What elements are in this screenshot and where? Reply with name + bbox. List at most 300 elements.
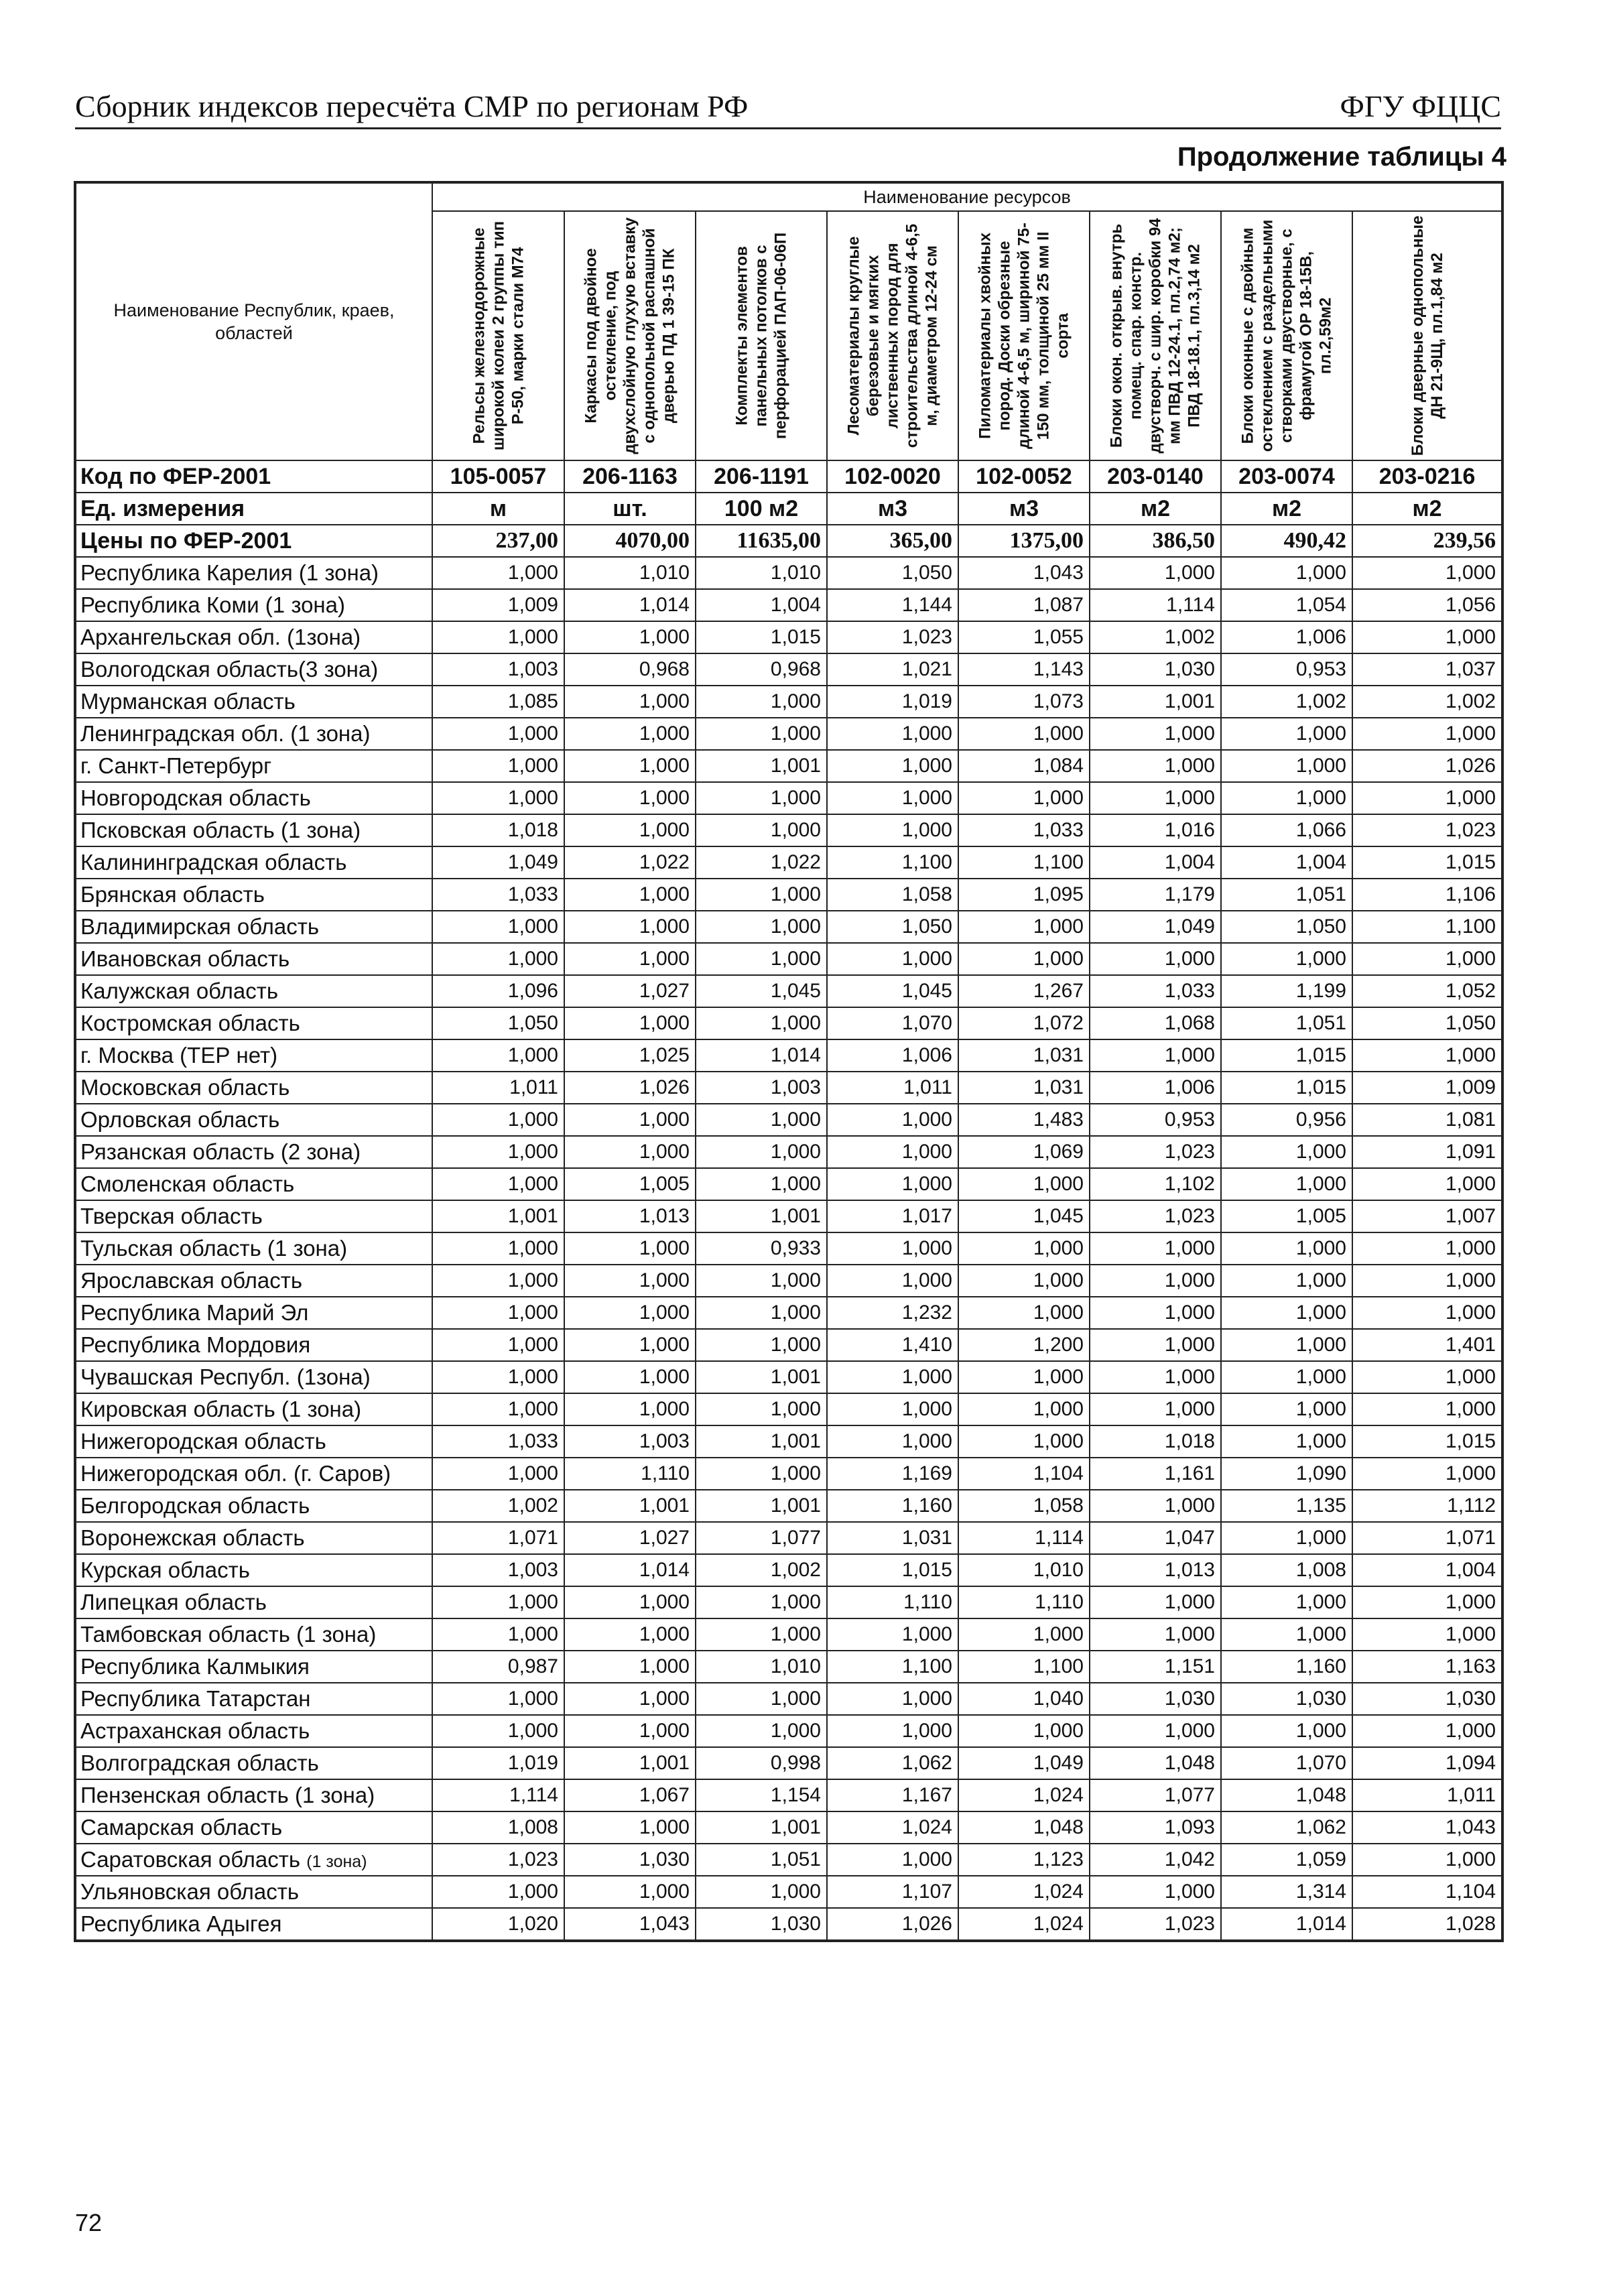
resource-column-header <box>432 211 564 460</box>
index-value: 1,000 <box>696 1458 827 1490</box>
index-value: 1,135 <box>1221 1490 1352 1522</box>
region-name <box>75 1425 432 1458</box>
index-value: 1,000 <box>696 1393 827 1425</box>
index-value: 1,000 <box>1221 782 1352 814</box>
table-row <box>75 1844 1502 1876</box>
index-value: 1,040 <box>958 1683 1090 1715</box>
index-value: 1,000 <box>1221 1586 1352 1618</box>
index-value: 1,000 <box>958 1618 1090 1651</box>
price-value: 386,50 <box>1090 525 1221 557</box>
index-value: 1,094 <box>1352 1747 1502 1779</box>
index-value: 1,027 <box>564 975 696 1007</box>
index-value: 1,026 <box>564 1072 696 1104</box>
index-value: 1,010 <box>696 1651 827 1683</box>
index-value: 1,000 <box>564 814 696 846</box>
index-value: 1,160 <box>827 1490 958 1522</box>
region-label: Архангельская обл. (1зона) <box>80 625 361 649</box>
index-value: 1,000 <box>696 1618 827 1651</box>
table-row <box>75 750 1502 782</box>
index-value: 1,000 <box>1352 718 1502 750</box>
region-label: Курская область <box>80 1557 250 1582</box>
table-row <box>75 589 1502 621</box>
index-value: 1,314 <box>1221 1876 1352 1908</box>
index-value: 1,000 <box>432 750 564 782</box>
index-value: 1,052 <box>1352 975 1502 1007</box>
index-value: 1,000 <box>432 1715 564 1747</box>
index-value: 1,009 <box>1352 1072 1502 1104</box>
index-value: 1,050 <box>827 911 958 943</box>
index-value: 1,167 <box>827 1779 958 1811</box>
resource-column-header <box>1221 211 1352 460</box>
index-value: 1,000 <box>827 1715 958 1747</box>
index-value: 1,002 <box>696 1554 827 1586</box>
index-value: 1,000 <box>1352 1458 1502 1490</box>
index-value: 1,000 <box>1352 1232 1502 1265</box>
index-value: 1,024 <box>958 1876 1090 1908</box>
region-label: Волгоградская область <box>80 1750 319 1775</box>
index-value: 1,000 <box>1352 1265 1502 1297</box>
region-label: Астраханская область <box>80 1718 310 1743</box>
table-row <box>75 879 1502 911</box>
index-value: 1,000 <box>1221 557 1352 589</box>
index-value: 1,019 <box>432 1747 564 1779</box>
index-value: 1,002 <box>1090 621 1221 653</box>
region-label: Самарская область <box>80 1815 283 1840</box>
region-label: Республика Татарстан <box>80 1686 311 1711</box>
region-label: Вологодская область(3 зона) <box>80 657 379 682</box>
index-value: 1,000 <box>958 782 1090 814</box>
index-value: 1,048 <box>958 1811 1090 1844</box>
unit-row <box>75 493 1502 525</box>
index-value: 1,200 <box>958 1329 1090 1361</box>
index-value: 1,000 <box>696 911 827 943</box>
index-value: 1,005 <box>564 1168 696 1200</box>
region-label: Кировская область (1 зона) <box>80 1397 362 1421</box>
index-value: 1,000 <box>432 718 564 750</box>
resource-column-header <box>564 211 696 460</box>
index-value: 1,033 <box>432 1425 564 1458</box>
index-value: 1,000 <box>696 943 827 975</box>
region-name <box>75 1136 432 1168</box>
price-value: 490,42 <box>1221 525 1352 557</box>
region-label: Республика Адыгея <box>80 1911 282 1936</box>
region-name <box>75 1393 432 1425</box>
index-value: 1,030 <box>1090 653 1221 686</box>
region-label: Нижегородская область <box>80 1429 326 1454</box>
index-value: 1,000 <box>432 1361 564 1393</box>
index-value: 1,000 <box>696 1104 827 1136</box>
index-value: 1,000 <box>696 782 827 814</box>
index-value: 1,006 <box>1090 1072 1221 1104</box>
resources-header: Наименование ресурсов <box>432 182 1502 211</box>
index-value: 1,000 <box>827 814 958 846</box>
index-value: 1,000 <box>1352 782 1502 814</box>
index-value: 1,001 <box>696 1811 827 1844</box>
index-value: 1,107 <box>827 1876 958 1908</box>
region-label: Рязанская область (2 зона) <box>80 1139 361 1164</box>
index-value: 1,003 <box>432 1554 564 1586</box>
region-name <box>75 1104 432 1136</box>
region-name <box>75 1297 432 1329</box>
index-value: 1,000 <box>696 1265 827 1297</box>
index-value: 1,123 <box>958 1844 1090 1876</box>
index-value: 1,043 <box>958 557 1090 589</box>
index-value: 1,045 <box>958 1200 1090 1232</box>
index-value: 1,000 <box>432 1393 564 1425</box>
index-value: 1,000 <box>1352 1844 1502 1876</box>
index-value: 0,953 <box>1221 653 1352 686</box>
index-value: 1,005 <box>1221 1200 1352 1232</box>
price-value: 365,00 <box>827 525 958 557</box>
region-label: Республика Мордовия <box>80 1332 311 1357</box>
index-value: 1,004 <box>1352 1554 1502 1586</box>
index-value: 1,030 <box>1090 1683 1221 1715</box>
table-row <box>75 1458 1502 1490</box>
index-value: 1,110 <box>827 1586 958 1618</box>
index-value: 1,000 <box>1090 1586 1221 1618</box>
table-row <box>75 911 1502 943</box>
index-value: 1,000 <box>1221 1715 1352 1747</box>
index-value: 1,025 <box>564 1039 696 1072</box>
resource-code: 206-1163 <box>564 460 696 493</box>
index-value: 1,000 <box>827 1618 958 1651</box>
index-value: 1,000 <box>564 1811 696 1844</box>
index-value: 1,004 <box>1090 846 1221 879</box>
index-value: 1,000 <box>432 1168 564 1200</box>
table-row <box>75 1072 1502 1104</box>
index-value: 1,000 <box>1090 1715 1221 1747</box>
index-value: 1,000 <box>1221 1232 1352 1265</box>
index-value: 1,028 <box>1352 1908 1502 1941</box>
table-row <box>75 1876 1502 1908</box>
index-value: 1,000 <box>696 1715 827 1747</box>
page-header <box>75 83 1501 129</box>
code-label: Код по ФЕР-2001 <box>75 460 432 493</box>
region-name <box>75 1200 432 1232</box>
region-note: (1 зона) <box>306 1852 367 1871</box>
resource-column-header <box>1090 211 1221 460</box>
index-value: 1,026 <box>827 1908 958 1941</box>
index-value: 1,030 <box>696 1908 827 1941</box>
index-value: 1,081 <box>1352 1104 1502 1136</box>
index-value: 1,000 <box>958 1232 1090 1265</box>
index-value: 1,068 <box>1090 1007 1221 1039</box>
region-name <box>75 589 432 621</box>
index-value: 1,000 <box>432 557 564 589</box>
index-value: 1,008 <box>1221 1554 1352 1586</box>
region-label: Тульская область (1 зона) <box>80 1236 348 1261</box>
index-value: 1,003 <box>696 1072 827 1104</box>
index-value: 1,033 <box>1090 975 1221 1007</box>
region-label: Республика Калмыкия <box>80 1654 310 1679</box>
price-row <box>75 525 1502 557</box>
table-row <box>75 1490 1502 1522</box>
index-value: 1,043 <box>1352 1811 1502 1844</box>
index-value: 1,000 <box>827 718 958 750</box>
region-name <box>75 975 432 1007</box>
index-value: 1,232 <box>827 1297 958 1329</box>
index-value: 1,000 <box>564 1297 696 1329</box>
index-value: 1,001 <box>564 1490 696 1522</box>
index-value: 1,050 <box>1221 911 1352 943</box>
index-value: 1,000 <box>1352 1715 1502 1747</box>
index-value: 1,000 <box>696 1876 827 1908</box>
index-value: 0,956 <box>1221 1104 1352 1136</box>
index-value: 1,000 <box>1090 1265 1221 1297</box>
table-row <box>75 846 1502 879</box>
region-name <box>75 1039 432 1072</box>
index-value: 1,058 <box>827 879 958 911</box>
table-row <box>75 1425 1502 1458</box>
index-value: 1,000 <box>432 1458 564 1490</box>
index-value: 1,199 <box>1221 975 1352 1007</box>
index-value: 1,000 <box>432 1876 564 1908</box>
index-value: 1,010 <box>958 1554 1090 1586</box>
index-value: 1,033 <box>958 814 1090 846</box>
index-value: 1,000 <box>564 1136 696 1168</box>
index-value: 1,000 <box>1090 1329 1221 1361</box>
index-value: 1,067 <box>564 1779 696 1811</box>
table-row <box>75 1586 1502 1618</box>
region-label: г. Санкт-Петербург <box>80 753 272 778</box>
resource-name: Каркасы под двойное остекление, под двухслойную глухую вставку с однопольной распашной дверью ПД 1 39-15 ПК <box>582 217 678 454</box>
index-value: 1,000 <box>564 686 696 718</box>
index-value: 1,000 <box>1221 1168 1352 1200</box>
index-value: 1,002 <box>1221 686 1352 718</box>
index-value: 1,023 <box>1090 1136 1221 1168</box>
index-value: 1,001 <box>696 750 827 782</box>
index-value: 1,050 <box>1352 1007 1502 1039</box>
region-name <box>75 1618 432 1651</box>
index-value: 1,114 <box>1090 589 1221 621</box>
region-label: Тамбовская область (1 зона) <box>80 1622 377 1647</box>
index-value: 1,071 <box>432 1522 564 1554</box>
table-row <box>75 1265 1502 1297</box>
index-value: 1,048 <box>1090 1747 1221 1779</box>
index-value: 1,066 <box>1221 814 1352 846</box>
index-value: 1,000 <box>432 943 564 975</box>
index-value: 1,077 <box>696 1522 827 1554</box>
region-name <box>75 846 432 879</box>
index-value: 1,000 <box>827 1168 958 1200</box>
table-row <box>75 1039 1502 1072</box>
index-value: 1,154 <box>696 1779 827 1811</box>
index-value: 1,003 <box>432 653 564 686</box>
index-value: 1,006 <box>1221 621 1352 653</box>
table-continuation-title: Продолжение таблицы 4 <box>1177 142 1506 172</box>
index-value: 1,003 <box>564 1425 696 1458</box>
index-value: 1,000 <box>1221 1329 1352 1361</box>
index-value: 1,000 <box>1221 1297 1352 1329</box>
index-value: 1,062 <box>1221 1811 1352 1844</box>
region-column-header: Наименование Республик, краев, областей <box>75 182 432 460</box>
region-name <box>75 653 432 686</box>
index-value: 1,015 <box>827 1554 958 1586</box>
index-value: 1,000 <box>432 1683 564 1715</box>
region-name <box>75 1329 432 1361</box>
page-number: 72 <box>75 2209 103 2236</box>
index-value: 1,010 <box>696 557 827 589</box>
collection-title: Сборник индексов пересчёта СМР по регионам РФ <box>75 89 749 123</box>
resource-code: 203-0140 <box>1090 460 1221 493</box>
region-label: Нижегородская обл. (г. Саров) <box>80 1461 391 1486</box>
code-row <box>75 460 1502 493</box>
index-value: 1,001 <box>696 1490 827 1522</box>
index-value: 1,045 <box>696 975 827 1007</box>
region-name <box>75 718 432 750</box>
index-value: 1,014 <box>564 1554 696 1586</box>
table-row <box>75 782 1502 814</box>
resource-code: 102-0052 <box>958 460 1090 493</box>
region-name <box>75 621 432 653</box>
index-value: 1,024 <box>958 1779 1090 1811</box>
region-name <box>75 1683 432 1715</box>
region-label: Воронежская область <box>80 1525 305 1550</box>
resource-name: Рельсы железнодорожные широкой колеи 2 группы тип Р-50, марки стали М74 <box>470 220 527 451</box>
index-value: 1,000 <box>1090 1876 1221 1908</box>
index-value: 1,000 <box>827 1361 958 1393</box>
index-value: 1,051 <box>696 1844 827 1876</box>
index-value: 1,163 <box>1352 1651 1502 1683</box>
resource-name: Пиломатериалы хвойных пород. Доски обрезные длиной 4-6,5 м, шириной 75-150 мм, толщиной 25 мм II сорта <box>976 222 1072 449</box>
table-row <box>75 1522 1502 1554</box>
index-value: 1,000 <box>696 1329 827 1361</box>
index-value: 1,000 <box>958 1265 1090 1297</box>
region-name <box>75 879 432 911</box>
index-value: 1,000 <box>432 1104 564 1136</box>
index-value: 1,143 <box>958 653 1090 686</box>
index-value: 1,047 <box>1090 1522 1221 1554</box>
index-value: 1,031 <box>958 1072 1090 1104</box>
table-row <box>75 1618 1502 1651</box>
index-value: 1,071 <box>1352 1522 1502 1554</box>
index-value: 1,267 <box>958 975 1090 1007</box>
table-row <box>75 1007 1502 1039</box>
index-value: 1,001 <box>696 1361 827 1393</box>
region-label: Владимирская область <box>80 914 320 939</box>
table-row <box>75 621 1502 653</box>
unit-value: м2 <box>1352 493 1502 525</box>
index-value: 1,000 <box>1352 1297 1502 1329</box>
index-value: 1,011 <box>432 1072 564 1104</box>
price-value: 1375,00 <box>958 525 1090 557</box>
index-value: 1,090 <box>1221 1458 1352 1490</box>
index-value: 1,000 <box>564 879 696 911</box>
index-value: 1,000 <box>958 1715 1090 1747</box>
index-value: 1,000 <box>1352 943 1502 975</box>
table-row <box>75 686 1502 718</box>
index-value: 1,002 <box>432 1490 564 1522</box>
region-label: Московская область <box>80 1075 290 1100</box>
unit-value: м2 <box>1221 493 1352 525</box>
index-value: 1,144 <box>827 589 958 621</box>
index-value: 1,042 <box>1090 1844 1221 1876</box>
index-value: 1,007 <box>1352 1200 1502 1232</box>
index-value: 1,000 <box>1090 750 1221 782</box>
index-value: 1,000 <box>696 1297 827 1329</box>
index-value: 1,000 <box>696 879 827 911</box>
index-value: 1,000 <box>958 911 1090 943</box>
index-value: 1,014 <box>696 1039 827 1072</box>
index-value: 1,045 <box>827 975 958 1007</box>
index-value: 1,056 <box>1352 589 1502 621</box>
index-value: 1,023 <box>1090 1908 1221 1941</box>
index-value: 1,055 <box>958 621 1090 653</box>
index-value: 1,013 <box>564 1200 696 1232</box>
index-value: 1,000 <box>1221 1361 1352 1393</box>
index-value: 1,000 <box>432 1265 564 1297</box>
index-value: 1,093 <box>1090 1811 1221 1844</box>
index-value: 1,001 <box>696 1200 827 1232</box>
index-value: 1,000 <box>564 1651 696 1683</box>
region-name <box>75 782 432 814</box>
index-value: 1,000 <box>827 1683 958 1715</box>
index-value: 1,000 <box>564 750 696 782</box>
index-value: 1,000 <box>564 1329 696 1361</box>
region-name <box>75 1458 432 1490</box>
region-name <box>75 1361 432 1393</box>
unit-value: шт. <box>564 493 696 525</box>
region-name <box>75 557 432 589</box>
index-value: 1,000 <box>1090 1490 1221 1522</box>
index-value: 1,000 <box>564 1007 696 1039</box>
region-name <box>75 1168 432 1200</box>
index-value: 1,054 <box>1221 589 1352 621</box>
index-value: 1,000 <box>432 1618 564 1651</box>
index-value: 0,953 <box>1090 1104 1221 1136</box>
index-value: 1,001 <box>564 1747 696 1779</box>
resource-name: Блоки оконные с двойным остеклением с раздельными створками двустворные, с фрамугой ОР 18-15В, пл.2,59м2 <box>1238 219 1335 452</box>
index-value: 1,077 <box>1090 1779 1221 1811</box>
index-value: 1,000 <box>432 1297 564 1329</box>
index-table <box>74 181 1504 1942</box>
index-value: 1,000 <box>564 1586 696 1618</box>
index-value: 1,179 <box>1090 879 1221 911</box>
index-value: 1,483 <box>958 1104 1090 1136</box>
index-value: 1,000 <box>696 1683 827 1715</box>
index-value: 1,014 <box>1221 1908 1352 1941</box>
region-label: Калужская область <box>80 978 279 1003</box>
region-label: Ярославская область <box>80 1268 303 1293</box>
index-value: 1,000 <box>564 1393 696 1425</box>
region-label: Орловская область <box>80 1107 280 1132</box>
index-value: 1,000 <box>827 782 958 814</box>
index-value: 1,009 <box>432 589 564 621</box>
region-name <box>75 1586 432 1618</box>
price-value: 11635,00 <box>696 525 827 557</box>
index-value: 0,998 <box>696 1747 827 1779</box>
index-value: 1,017 <box>827 1200 958 1232</box>
index-value: 1,022 <box>696 846 827 879</box>
index-value: 1,000 <box>1352 1393 1502 1425</box>
index-value: 1,073 <box>958 686 1090 718</box>
region-name <box>75 1554 432 1586</box>
index-value: 1,100 <box>827 1651 958 1683</box>
index-value: 1,084 <box>958 750 1090 782</box>
table-row <box>75 1908 1502 1941</box>
region-name <box>75 1490 432 1522</box>
index-value: 1,011 <box>827 1072 958 1104</box>
region-label: Новгородская область <box>80 785 311 810</box>
index-value: 1,000 <box>432 1586 564 1618</box>
index-value: 1,000 <box>432 1232 564 1265</box>
index-value: 1,000 <box>432 621 564 653</box>
table-body <box>75 460 1502 1941</box>
region-name <box>75 1876 432 1908</box>
region-label: Республика Марий Эл <box>80 1300 309 1325</box>
index-value: 1,013 <box>1090 1554 1221 1586</box>
index-value: 1,000 <box>827 1104 958 1136</box>
